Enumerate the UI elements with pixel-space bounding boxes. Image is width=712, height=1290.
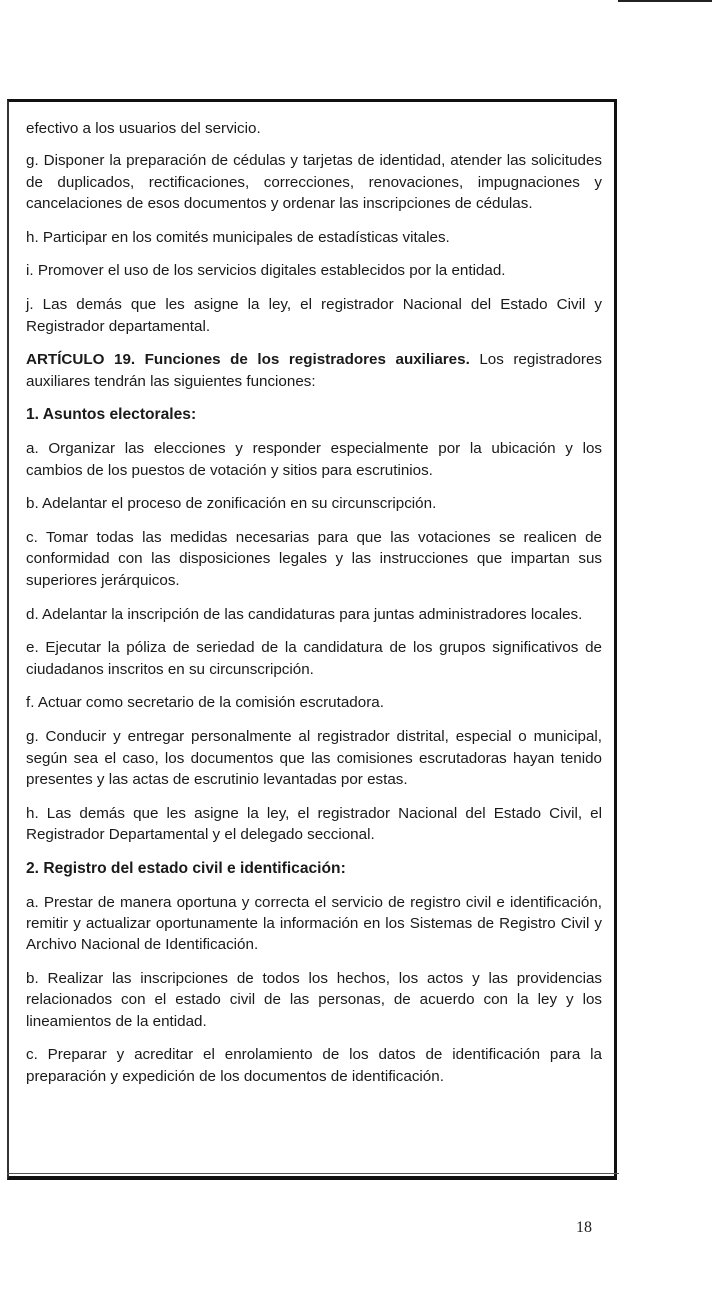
civil-item-b: b. Realizar las inscripciones de todos los hechos, los actos y las providencias relacionados con el estado civil de las personas, de acuerdo con la ley y los lineamientos de la entidad. bbox=[26, 969, 602, 1030]
paragraph-item-i: i. Promover el uso de los servicios digitales establecidos por la entidad. bbox=[26, 262, 506, 280]
electoral-item-h: h. Las demás que les asigne la ley, el registrador Nacional del Estado Civil, el Registrador Departamental y el delegado seccional. bbox=[26, 804, 602, 843]
article-intro: Los registradores auxiliares tendrán las siguientes funciones: bbox=[26, 351, 602, 390]
paragraph-continuation: efectivo a los usuarios del servicio. bbox=[26, 120, 261, 137]
electoral-item-g: g. Conducir y entregar personalmente al registrador distrital, especial o municipal, según sea el caso, los documentos que las comisiones escrutadoras hayan tenido presentes y las actas de escrutinio levantadas por estas. bbox=[26, 728, 602, 788]
article-19 bbox=[26, 349, 602, 392]
paragraph-item-j: j. Las demás que les asigne la ley, el registrador Nacional del Estado Civil y Registrador departamental. bbox=[26, 296, 602, 335]
civil-item-a: a. Prestar de manera oportuna y correcta el servicio de registro civil e identificación, remitir y actualizar oportunamente la información en los Sistemas de Registro Civil y Archivo Nacional de Identificación. bbox=[26, 893, 602, 954]
electoral-item-a: a. Organizar las elecciones y responder especialmente por la ubicación y los cambios de los puestos de votación y sitios para escrutinios. bbox=[26, 440, 602, 479]
paragraph-item-g: g. Disponer la preparación de cédulas y tarjetas de identidad, atender las solicitudes de duplicados, rectificaciones, correcciones, renovaciones, impugnaciones y cancelaciones de esos documentos y ordenar las inscripciones de cédulas. bbox=[26, 152, 602, 212]
article-title: ARTÍCULO 19. Funciones de los registradores auxiliares. bbox=[26, 351, 470, 369]
page-number: 18 bbox=[576, 1219, 592, 1236]
section-heading-electoral: 1. Asuntos electorales: bbox=[26, 406, 197, 424]
electoral-item-d: d. Adelantar la inscripción de las candidaturas para juntas administradores locales. bbox=[26, 605, 583, 623]
electoral-item-b: b. Adelantar el proceso de zonificación en su circunscripción. bbox=[26, 495, 437, 513]
civil-item-c: c. Preparar y acreditar el enrolamiento de los datos de identificación para la preparación y expedición de los documentos de identificación. bbox=[26, 1046, 602, 1085]
electoral-item-e: e. Ejecutar la póliza de seriedad de la candidatura de los grupos significativos de ciudadanos inscritos en su circunscripción. bbox=[26, 639, 602, 678]
electoral-item-f: f. Actuar como secretario de la comisión escrutadora. bbox=[26, 694, 384, 712]
document-body bbox=[26, 118, 602, 1099]
section-heading-civil-registry: 2. Registro del estado civil e identificación: bbox=[26, 859, 346, 877]
frame-bottom-inner-line bbox=[7, 1173, 619, 1174]
top-edge-rule bbox=[618, 0, 712, 2]
paragraph-item-h: h. Participar en los comités municipales de estadísticas vitales. bbox=[26, 228, 450, 246]
electoral-item-c: c. Tomar todas las medidas necesarias para que las votaciones se realicen de conformidad con las disposiciones legales y las instrucciones que impartan sus superiores jerárquicos. bbox=[26, 529, 602, 589]
